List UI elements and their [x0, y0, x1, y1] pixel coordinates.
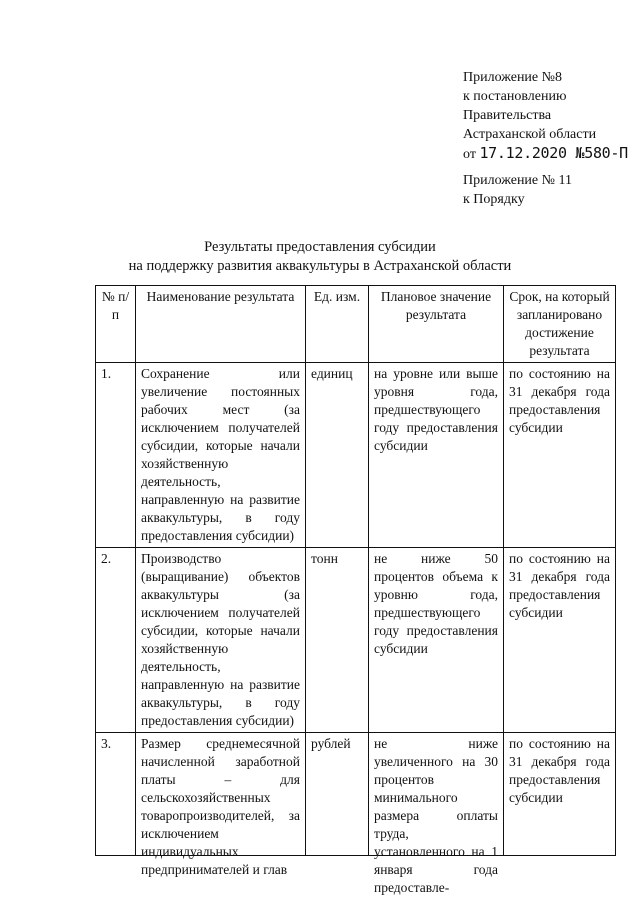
title-line-2: на поддержку развития аквакультуры в Астраханской области: [128, 258, 512, 274]
annex-date-number: 17.12.2020 №580-П: [479, 144, 628, 162]
cell-planned: [369, 733, 504, 895]
results-table: [95, 285, 616, 895]
cell-planned: на уровне или выше уровня года, предшествующего году предоставления субсидии: [369, 363, 504, 548]
cell-name: Сохранение или увеличение постоянных рабочих мест (за исключением получателей субсидии, которые начали хозяйственную деятельность, направленную на развитие аквакультуры, в году предоставления субсидии): [136, 363, 306, 548]
table-header-row: [96, 286, 616, 363]
annex-order-line: к Порядку: [463, 192, 525, 207]
header-name: Наименование результата: [136, 286, 306, 363]
cell-deadline: по состоянию на 31 декабря года предоставления субсидии: [504, 363, 616, 548]
cell-num: 3.: [96, 733, 136, 856]
cell-name: [136, 733, 306, 877]
annex-line: Приложение №8: [463, 70, 562, 85]
annex-order-header: [463, 171, 572, 209]
cell-unit: тонн: [306, 548, 369, 733]
header-unit: Ед. изм.: [306, 286, 369, 363]
cell-planned: не ниже 50 процентов объема к уровню года, предшествующего году предоставления субсидии: [369, 548, 504, 733]
annex-line: Правительства: [463, 108, 552, 123]
cell-num: 2.: [96, 548, 136, 733]
table-row: [96, 548, 616, 733]
title-line-1: Результаты предоставления субсидии: [204, 239, 436, 255]
cell-unit: рублей: [306, 733, 369, 856]
annex-order-line: Приложение № 11: [463, 173, 572, 188]
cell-name-text: Размер среднемесячной начисленной заработной платы – для сельскохозяйственных товаропроизводителей, за исключением индивидуальных предпринимателей и глав: [141, 736, 300, 877]
cell-deadline: по состоянию на 31 декабря года предоставления субсидии: [504, 548, 616, 733]
annex-line: Астраханской области: [463, 127, 597, 142]
annex-date-prefix: от: [463, 147, 476, 162]
document-title: [0, 238, 640, 276]
annex-line: к постановлению: [463, 89, 567, 104]
cell-planned-text: не ниже увеличенного на 30 процентов минимального размера оплаты труда, установленного на 1 января года предоставле-: [374, 736, 498, 895]
header-deadline: Срок, на который запланировано достижение результата: [504, 286, 616, 363]
header-planned: Плановое значение результата: [369, 286, 504, 363]
table-row: [96, 363, 616, 548]
table-row: [96, 733, 616, 856]
cell-name: Производство (выращивание) объектов аквакультуры (за исключением получателей субсидии, которые начали хозяйственную деятельность, направленную на развитие аквакультуры, в году предоставления субсидии): [136, 548, 306, 733]
annex-date-line: [463, 144, 628, 164]
header-num: № п/п: [96, 286, 136, 363]
annex-header: [463, 68, 628, 164]
cell-unit: единиц: [306, 363, 369, 548]
cell-deadline: по состоянию на 31 декабря года предоставления субсидии: [504, 733, 616, 856]
cell-num: 1.: [96, 363, 136, 548]
